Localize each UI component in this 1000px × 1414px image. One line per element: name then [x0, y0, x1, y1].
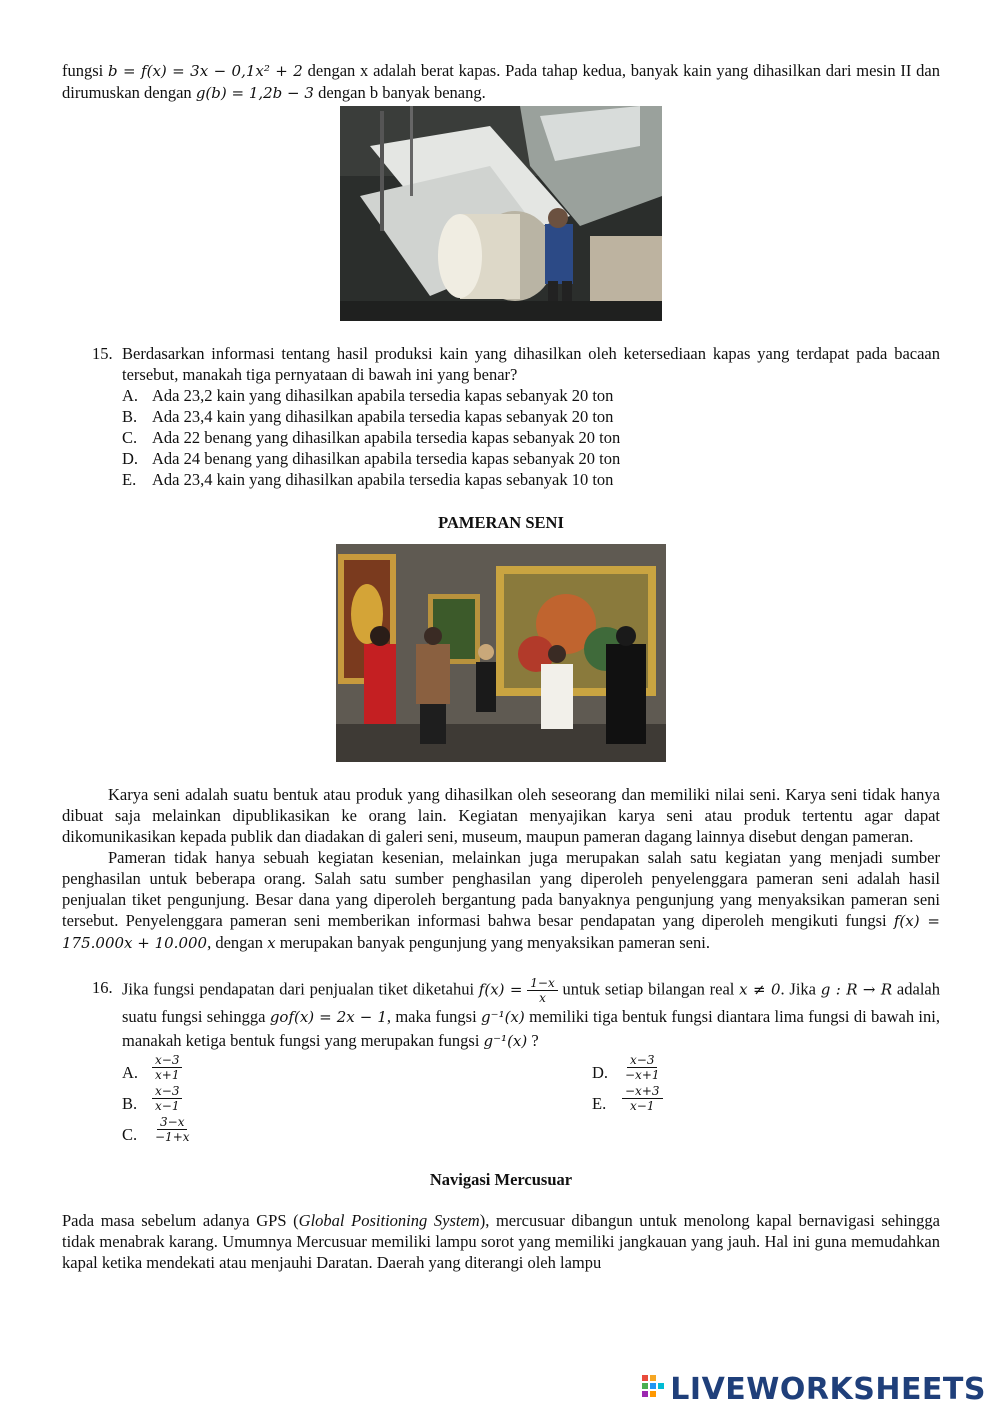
option-fraction: [152, 1115, 193, 1144]
question-16: [62, 976, 940, 1149]
option-label: C.: [122, 1125, 138, 1144]
option-label: D.: [122, 449, 139, 468]
q16-inverse: g⁻¹(x): [481, 1008, 525, 1026]
liveworksheets-logo-icon: [642, 1375, 664, 1404]
pameran-paragraph-2-text: merupakan banyak pengunjung yang menyaksikan pameran seni.: [275, 933, 710, 952]
worksheet-page: [62, 60, 940, 1273]
q15-option-c[interactable]: [122, 427, 940, 448]
option-label: D.: [592, 1063, 609, 1082]
fraction-numerator: x−3: [152, 1084, 182, 1099]
option-label: E.: [122, 470, 137, 489]
q16-text: . Jika: [780, 979, 821, 999]
q16-options: [122, 1053, 940, 1149]
q16-option-c[interactable]: [122, 1115, 542, 1146]
option-text: Ada 24 benang yang dihasilkan apabila tersedia kapas sebanyak 20 ton: [152, 449, 621, 468]
intro-formula-g: g(b) = 1,2b − 3: [195, 84, 314, 102]
fraction-denominator: x−1: [630, 1099, 655, 1113]
q16-option-d[interactable]: [592, 1053, 892, 1084]
option-fraction: [622, 1053, 663, 1082]
fraction-denominator: x+1: [155, 1068, 180, 1082]
revenue-formula: f(x) = 175.000x + 10.000: [62, 912, 940, 952]
option-fraction: [622, 1084, 663, 1113]
intro-text-1: fungsi: [62, 61, 109, 80]
navigasi-paragraph: [62, 1210, 940, 1273]
variable-x: x: [267, 934, 276, 952]
fraction-numerator: x−3: [627, 1053, 657, 1068]
q16-inverse: g⁻¹(x): [483, 1032, 528, 1050]
navigasi-text: ), mercusuar dibangun untuk menolong kapal bernavigasi sehingga tidak menabrak karang. Umumnya Mercusuar memiliki lampu sorot yang memiliki jangkauan yang jauh. Hal ini guna memudahkan kapal ketika mendekati atau menjauhi Daratan. Daerah yang diterangi oleh lampu: [62, 1211, 940, 1272]
q15-option-d[interactable]: [122, 448, 940, 469]
q16-text: memiliki tiga bentuk fungsi diantara lima fungsi di bawah ini, manakah ketiga bentuk fungsi yang merupakan fungsi: [122, 1007, 940, 1050]
q16-formula-f: f(x) =: [478, 980, 523, 999]
option-fraction: [152, 1053, 182, 1082]
intro-text-2: dengan x adalah berat kapas. Pada tahap kedua, banyak kain yang dihasilkan dari mesin II dan dirumuskan dengan: [62, 61, 941, 102]
pameran-paragraph-2-text: , dengan: [207, 933, 268, 952]
q16-option-a[interactable]: [122, 1053, 542, 1084]
option-label: B.: [122, 407, 138, 426]
fraction-numerator: x−3: [152, 1053, 182, 1068]
liveworksheets-watermark: [642, 1372, 986, 1407]
option-text: Ada 22 benang yang dihasilkan apabila tersedia kapas sebanyak 20 ton: [152, 428, 621, 447]
q15-option-b[interactable]: [122, 406, 940, 427]
fraction-numerator: −x+3: [622, 1084, 663, 1099]
fraction-denominator: x−1: [155, 1099, 180, 1113]
q16-options-left: [122, 1053, 542, 1146]
option-text: Ada 23,4 kain yang dihasilkan apabila tersedia kapas sebanyak 10 ton: [152, 470, 614, 489]
option-fraction: [152, 1084, 182, 1113]
q16-text: untuk setiap bilangan real: [557, 979, 740, 999]
fraction-denominator: x: [539, 991, 546, 1005]
navigasi-italic-term: Global Positioning System: [298, 1211, 480, 1230]
question-15-number: 15.: [92, 344, 113, 363]
fraction-denominator: −x+1: [625, 1068, 660, 1082]
q15-option-a[interactable]: [122, 385, 940, 406]
option-text: Ada 23,2 kain yang dihasilkan apabila tersedia kapas sebanyak 20 ton: [152, 386, 614, 405]
navigasi-text: Pada masa sebelum adanya GPS (: [62, 1211, 299, 1230]
option-text: Ada 23,4 kain yang dihasilkan apabila tersedia kapas sebanyak 20 ton: [152, 407, 614, 426]
q16-condition: x ≠ 0: [739, 980, 781, 999]
question-16-text: [122, 976, 940, 1053]
option-label: E.: [592, 1094, 607, 1113]
fraction-numerator: 1−x: [527, 976, 557, 991]
question-15-text: Berdasarkan informasi tentang hasil produksi kain yang dihasilkan oleh ketersediaan kapas yang terdapat pada bacaan tersebut, manakah tiga pernyataan di bawah ini yang benar?: [122, 344, 940, 384]
pameran-paragraph-2-text: Pameran tidak hanya sebuah kegiatan kesenian, melainkan juga merupakan salah satu kegiatan yang menjadi sumber penghasilan untuk beberapa orang. Salah satu sumber penghasilan yang diperoleh penyelenggara pameran seni adalah hasil penjualan tiket pengunjung. Besar dana yang diperoleh bergantung pada banyaknya pengunjung yang menyaksikan pameran seni tersebut. Penyelenggara pameran seni memberikan informasi bahwa besar pendapatan yang diperoleh mengikuti fungsi: [62, 848, 940, 930]
q16-composition: gof(x) = 2x − 1: [269, 1008, 387, 1026]
q16-text: Jika fungsi pendapatan dari penjualan tiket diketahui: [122, 979, 479, 999]
q16-options-right: [592, 1053, 892, 1115]
option-label: B.: [122, 1094, 138, 1113]
fraction-numerator: 3−x: [157, 1115, 187, 1130]
navigasi-mercusuar-title: Navigasi Mercusuar: [429, 1170, 573, 1189]
art-gallery-photo: [336, 544, 666, 762]
q16-option-b[interactable]: [122, 1084, 542, 1115]
q15-option-e[interactable]: [122, 469, 940, 490]
q16-text: adalah suatu fungsi sehingga: [122, 979, 940, 1026]
question-15: [62, 343, 940, 490]
q16-fraction: [527, 976, 557, 1005]
q16-text: , maka fungsi: [386, 1007, 482, 1026]
intro-paragraph: [62, 60, 940, 104]
question-16-number: 16.: [92, 978, 113, 997]
intro-formula-f: b = f(x) = 3x − 0,1x² + 2: [108, 62, 303, 80]
pameran-paragraph-2: [62, 847, 940, 954]
q16-option-e[interactable]: [592, 1084, 892, 1115]
intro-text-3: dengan b banyak benang.: [313, 83, 486, 102]
option-label: A.: [122, 1063, 139, 1082]
option-label: A.: [122, 386, 139, 405]
q16-text: ?: [527, 1031, 539, 1050]
watermark-text: LIVEWORKSHEETS: [670, 1372, 986, 1407]
fraction-denominator: −1+x: [155, 1130, 190, 1144]
option-label: C.: [122, 428, 138, 447]
pameran-seni-title: PAMERAN SENI: [438, 513, 564, 532]
q16-mapping: g : R → R: [820, 980, 893, 999]
textile-machine-photo: [340, 106, 662, 321]
pameran-paragraph-1: Karya seni adalah suatu bentuk atau produk yang dihasilkan oleh seseorang dan memiliki nilai seni. Karya seni tidak hanya dibuat saja melainkan dipublikasikan ke orang lain. Kegiatan menyajikan karya seni atau produk tertentu agar dapat dikomunikasikan kepada publik dan diadakan di galeri seni, museum, maupun pameran dagang lainnya disebut dengan pameran.: [62, 785, 940, 846]
